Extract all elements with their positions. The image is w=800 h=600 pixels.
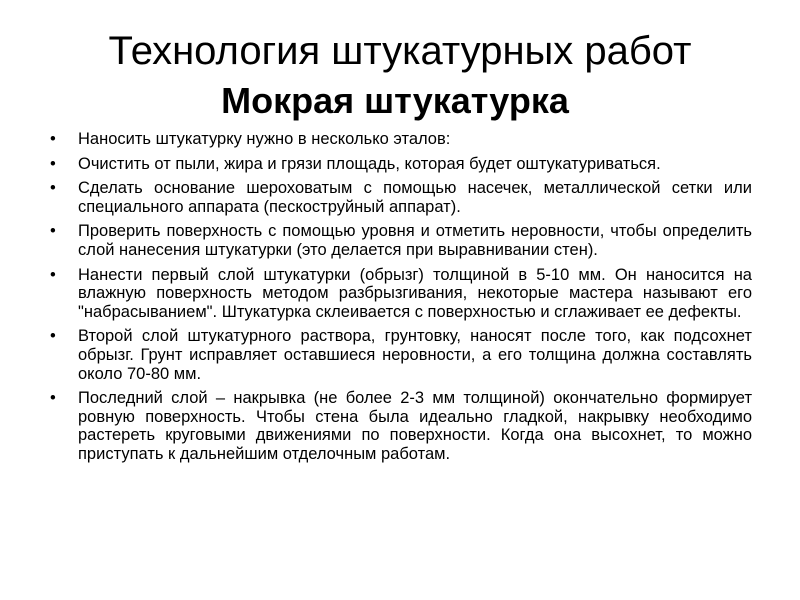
bullet-item <box>50 389 752 463</box>
bullet-dot-icon: • <box>50 389 56 408</box>
bullet-item <box>50 266 752 322</box>
bullet-text: Нанести первый слой штукатурки (обрызг) толщиной в 5-10 мм. Он наносится на влажную поверхность методом разбрызгивания, некоторые мастера называют его "набрасыванием". Штукатурка склеивается с поверхностью и сглаживает ее дефекты. <box>78 265 752 321</box>
bullet-dot-icon: • <box>50 327 56 346</box>
bullet-list <box>50 130 752 470</box>
bullet-text: Очистить от пыли, жира и грязи площадь, которая будет оштукатуриваться. <box>78 154 661 173</box>
bullet-item <box>50 130 752 149</box>
bullet-item <box>50 179 752 216</box>
bullet-text: Последний слой – накрывка (не более 2-3 мм толщиной) окончательно формирует ровную поверхность. Чтобы стена была идеально гладкой, накрывку необходимо растереть круговыми движениями по поверхности. Когда она высохнет, то можно приступать к дальнейшим отделочным работам. <box>78 389 752 463</box>
bullet-text: Наносить штукатурку нужно в несколько эталов: <box>78 130 451 148</box>
bullet-text: Сделать основание шероховатым с помощью насечек, металлической сетки или специального аппарата (пескоструйный аппарат). <box>78 179 752 216</box>
bullet-text: Проверить поверхность с помощью уровня и отметить неровности, чтобы определить слой нанесения штукатурки (это делается при выравнивании стен). <box>78 222 752 259</box>
bullet-dot-icon: • <box>50 222 56 241</box>
bullet-item <box>50 327 752 383</box>
slide-title: Технология штукатурных работ <box>108 29 692 73</box>
bullet-text: Второй слой штукатурного раствора, грунтовку, наносят после того, как подсохнет обрызг. Грунт исправляет оставшиеся неровности, а его толщина должна составлять около 70-80 мм. <box>78 327 752 383</box>
slide-subtitle: Мокрая штукатурка <box>221 80 569 121</box>
bullet-dot-icon: • <box>50 265 56 284</box>
bullet-dot-icon: • <box>50 154 56 173</box>
bullet-item <box>50 155 752 174</box>
bullet-dot-icon: • <box>50 130 56 148</box>
bullet-dot-icon: • <box>50 179 56 198</box>
bullet-item <box>50 222 752 259</box>
